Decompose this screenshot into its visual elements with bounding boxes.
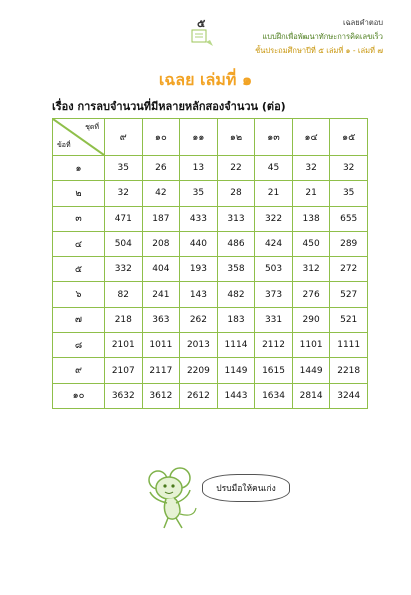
table-cell: 32 bbox=[292, 156, 330, 181]
table-cell: 527 bbox=[330, 282, 368, 307]
row-label: ๒ bbox=[53, 181, 105, 206]
table-cell: 28 bbox=[217, 181, 255, 206]
row-label: ๕ bbox=[53, 257, 105, 282]
column-header: ๑๕ bbox=[330, 119, 368, 156]
table-cell: 289 bbox=[330, 231, 368, 256]
column-header: ๑๐ bbox=[142, 119, 180, 156]
table-cell: 2218 bbox=[330, 358, 368, 383]
table-cell: 187 bbox=[142, 206, 180, 231]
table-cell: 82 bbox=[105, 282, 143, 307]
table-cell: 276 bbox=[292, 282, 330, 307]
table-cell: 262 bbox=[180, 307, 218, 332]
corner-item-label: ข้อที่ bbox=[57, 141, 71, 149]
table-cell: 1011 bbox=[142, 333, 180, 358]
table-cell: 3612 bbox=[142, 383, 180, 408]
table-cell: 655 bbox=[330, 206, 368, 231]
table-cell: 503 bbox=[255, 257, 293, 282]
table-cell: 241 bbox=[142, 282, 180, 307]
table-cell: 32 bbox=[105, 181, 143, 206]
table-cell: 373 bbox=[255, 282, 293, 307]
table-cell: 313 bbox=[217, 206, 255, 231]
table-cell: 2612 bbox=[180, 383, 218, 408]
table-cell: 1101 bbox=[292, 333, 330, 358]
header-block bbox=[255, 16, 383, 58]
table-cell: 424 bbox=[255, 231, 293, 256]
mascot-mouse-illustration bbox=[136, 462, 206, 532]
table-cell: 433 bbox=[180, 206, 218, 231]
corner-set-label: ชุดที่ bbox=[85, 123, 99, 131]
table-cell: 1111 bbox=[330, 333, 368, 358]
table-cell: 322 bbox=[255, 206, 293, 231]
table-cell: 404 bbox=[142, 257, 180, 282]
table-cell: 143 bbox=[180, 282, 218, 307]
table-cell: 2814 bbox=[292, 383, 330, 408]
column-header: ๑๒ bbox=[217, 119, 255, 156]
table-cell: 208 bbox=[142, 231, 180, 256]
table-cell: 1634 bbox=[255, 383, 293, 408]
column-header: ๑๑ bbox=[180, 119, 218, 156]
table-cell: 21 bbox=[292, 181, 330, 206]
header-answer-key-label: เฉลยคำตอบ bbox=[342, 18, 383, 27]
table-cell: 2107 bbox=[105, 358, 143, 383]
table-cell: 1449 bbox=[292, 358, 330, 383]
table-cell: 218 bbox=[105, 307, 143, 332]
table-cell: 13 bbox=[180, 156, 218, 181]
table-cell: 358 bbox=[217, 257, 255, 282]
table-corner-cell bbox=[53, 119, 105, 156]
table-cell: 471 bbox=[105, 206, 143, 231]
table-cell: 331 bbox=[255, 307, 293, 332]
row-label: ๔ bbox=[53, 231, 105, 256]
table-cell: 486 bbox=[217, 231, 255, 256]
row-label: ๖ bbox=[53, 282, 105, 307]
table-cell: 45 bbox=[255, 156, 293, 181]
table-cell: 1443 bbox=[217, 383, 255, 408]
row-label: ๗ bbox=[53, 307, 105, 332]
table-row bbox=[53, 383, 368, 408]
table-cell: 440 bbox=[180, 231, 218, 256]
header-decoration-icon bbox=[190, 28, 216, 48]
table-row bbox=[53, 156, 368, 181]
table-row bbox=[53, 333, 368, 358]
column-header: ๑๔ bbox=[292, 119, 330, 156]
table-cell: 1149 bbox=[217, 358, 255, 383]
table-cell: 22 bbox=[217, 156, 255, 181]
table-cell: 363 bbox=[142, 307, 180, 332]
table-row bbox=[53, 231, 368, 256]
table-cell: 450 bbox=[292, 231, 330, 256]
table-cell: 21 bbox=[255, 181, 293, 206]
page-title: เฉลย เล่มที่ ๑ bbox=[158, 70, 253, 89]
table-cell: 35 bbox=[105, 156, 143, 181]
table-cell: 3632 bbox=[105, 383, 143, 408]
table-cell: 32 bbox=[330, 156, 368, 181]
column-header: ๙ bbox=[105, 119, 143, 156]
table-cell: 2013 bbox=[180, 333, 218, 358]
table-header-row bbox=[53, 119, 368, 156]
table-cell: 2209 bbox=[180, 358, 218, 383]
table-cell: 2101 bbox=[105, 333, 143, 358]
header-workbook-title: แบบฝึกเพื่อพัฒนาทักษะการคิดเลขเร็ว bbox=[262, 32, 383, 41]
answer-table bbox=[52, 118, 368, 409]
page-number: ๕ bbox=[197, 17, 206, 30]
table-cell: 1615 bbox=[255, 358, 293, 383]
table-cell: 138 bbox=[292, 206, 330, 231]
table-cell: 2112 bbox=[255, 333, 293, 358]
speech-bubble: ปรบมือให้คนเก่ง bbox=[202, 474, 290, 502]
table-cell: 35 bbox=[180, 181, 218, 206]
table-cell: 521 bbox=[330, 307, 368, 332]
table-row bbox=[53, 257, 368, 282]
table-cell: 35 bbox=[330, 181, 368, 206]
table-row bbox=[53, 307, 368, 332]
table-cell: 183 bbox=[217, 307, 255, 332]
row-label: ๓ bbox=[53, 206, 105, 231]
row-label: ๙ bbox=[53, 358, 105, 383]
table-cell: 3244 bbox=[330, 383, 368, 408]
table-cell: 26 bbox=[142, 156, 180, 181]
table-cell: 332 bbox=[105, 257, 143, 282]
table-row bbox=[53, 282, 368, 307]
row-label: ๘ bbox=[53, 333, 105, 358]
table-row bbox=[53, 181, 368, 206]
table-row bbox=[53, 206, 368, 231]
row-label: ๑๐ bbox=[53, 383, 105, 408]
table-row bbox=[53, 358, 368, 383]
table-cell: 312 bbox=[292, 257, 330, 282]
page-subtitle: เรื่อง การลบจำนวนที่มีหลายหลักสองจำนวน (ต่อ) bbox=[52, 100, 286, 113]
table-cell: 1114 bbox=[217, 333, 255, 358]
column-header: ๑๓ bbox=[255, 119, 293, 156]
row-label: ๑ bbox=[53, 156, 105, 181]
header-grade-volumes: ชั้นประถมศึกษาปีที่ ๕ เล่มที่ ๑ - เล่มที่ ๗ bbox=[255, 46, 383, 55]
table-cell: 193 bbox=[180, 257, 218, 282]
table-cell: 504 bbox=[105, 231, 143, 256]
table-cell: 42 bbox=[142, 181, 180, 206]
table-cell: 272 bbox=[330, 257, 368, 282]
table-cell: 2117 bbox=[142, 358, 180, 383]
table-cell: 482 bbox=[217, 282, 255, 307]
table-cell: 290 bbox=[292, 307, 330, 332]
